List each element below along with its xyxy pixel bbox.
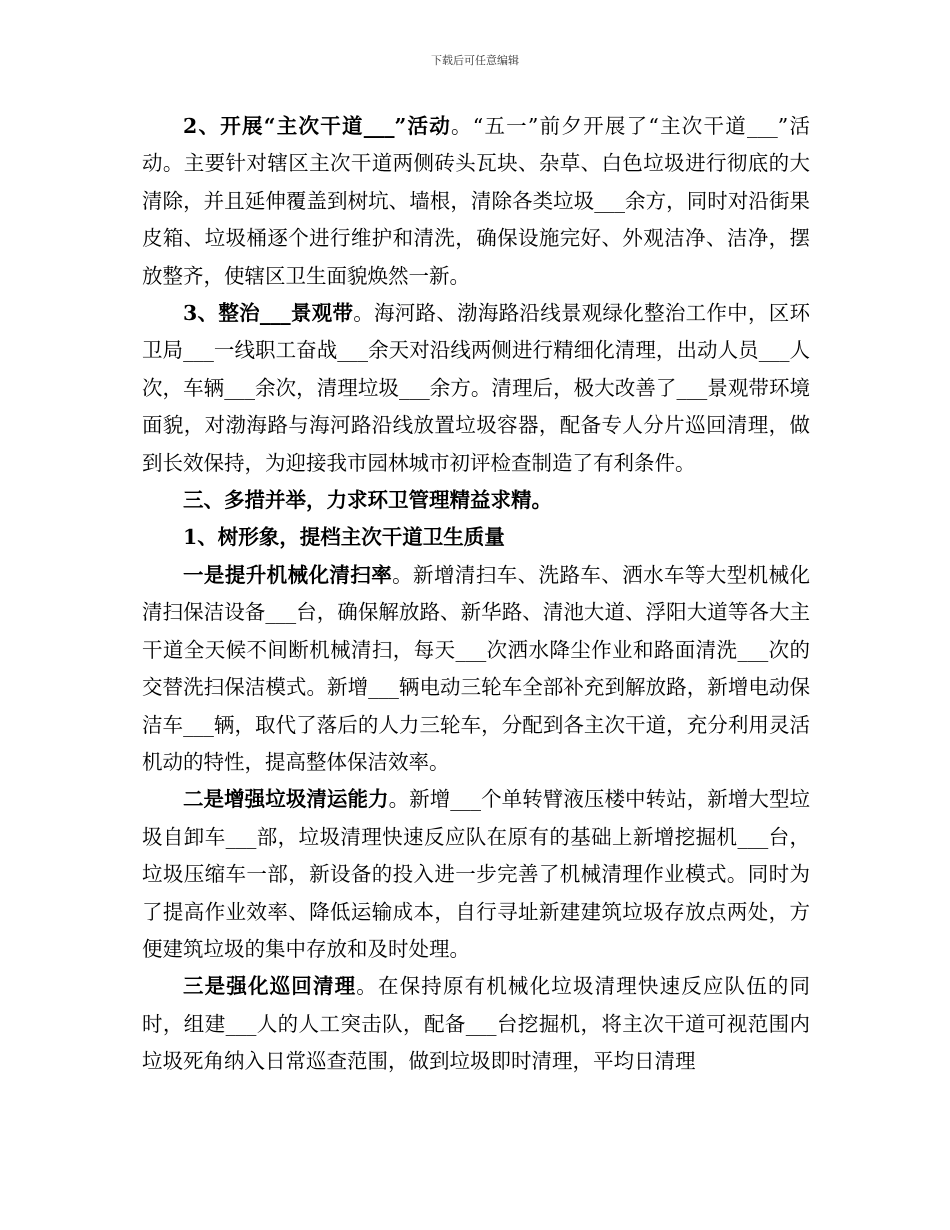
paragraph-lead: 3、整治___景观带 <box>183 301 354 326</box>
paragraph-lead: 1、树形象，提档主次干道卫生质量 <box>183 525 505 550</box>
paragraph-body: 。“五一”前夕开展了“主次干道___”活动。主要针对辖区主次干道两侧砖头瓦块、杂草、白色垃圾进行彻底的大清除，并且延伸覆盖到树坑、墙根，清除各类垃圾___余方，同时对沿街果皮箱、垃圾桶逐个进行维护和清洗，确保设施完好、外观洁净、洁净，摆放整齐，使辖区卫生面貌焕然一新。 <box>142 114 810 288</box>
document-body <box>142 108 810 1081</box>
section-heading <box>142 482 810 519</box>
paragraph-body: 。在保持原有机械化垃圾清理快速反应队伍的同时，组建___人的人工突击队，配备___台挖掘机，将主次干道可视范围内垃圾死角纳入日常巡查范围，做到垃圾即时清理，平均日清理 <box>142 974 811 1074</box>
paragraph-body: 。新增清扫车、洗路车、洒水车等大型机械化清扫保洁设备___台，确保解放路、新华路、清池大道、浮阳大道等各大主干道全天候不间断机械清扫，每天___次洒水降尘作业和路面清洗___次的交替洗扫保洁模式。新增___辆电动三轮车全部补充到解放路，新增电动保洁车___辆，取代了落后的人力三轮车，分配到各主次干道，充分利用灵活机动的特性，提高整体保洁效率。 <box>142 562 811 774</box>
subsection-heading <box>142 519 810 556</box>
paragraph-patrol-cleaning <box>142 968 810 1080</box>
paragraph-body: 。海河路、渤海路沿线景观绿化整治工作中，区环卫局___一线职工奋战___余天对沿线两侧进行精细化清理，出动人员___人次，车辆___余次，清理垃圾___余方。清理后，极大改善了___景观带环境面貌，对渤海路与海河路沿线放置垃圾容器，配备专人分片巡回清理，做到长效保持，为迎接我市园林城市初评检查制造了有利条件。 <box>142 301 810 475</box>
page-header: 下载后可任意编辑 <box>431 54 519 67</box>
paragraph-lead: 三、多措并举，力求环卫管理精益求精。 <box>183 488 552 513</box>
paragraph-lead: 2、开展“主次干道___”活动 <box>183 114 451 138</box>
paragraph-lead: 一是提升机械化清扫率 <box>183 562 393 587</box>
paragraph-garbage-transport <box>142 781 810 968</box>
paragraph-landscape <box>142 295 810 482</box>
paragraph-body: 。新增___个单转臂液压楼中转站，新增大型垃圾自卸车___部，垃圾清理快速反应队在原有的基础上新增挖掘机___台，垃圾压缩车一部，新设备的投入进一步完善了机械清理作业模式。同时为了提高作业效率、降低运输成本，自行寻址新建建筑垃圾存放点两处，方便建筑垃圾的集中存放和及时处理。 <box>142 787 811 961</box>
paragraph-activity <box>142 108 810 295</box>
paragraph-lead: 二是增强垃圾清运能力 <box>183 787 389 812</box>
paragraph-lead: 三是强化巡回清理 <box>183 974 357 999</box>
paragraph-mechanization <box>142 557 810 781</box>
